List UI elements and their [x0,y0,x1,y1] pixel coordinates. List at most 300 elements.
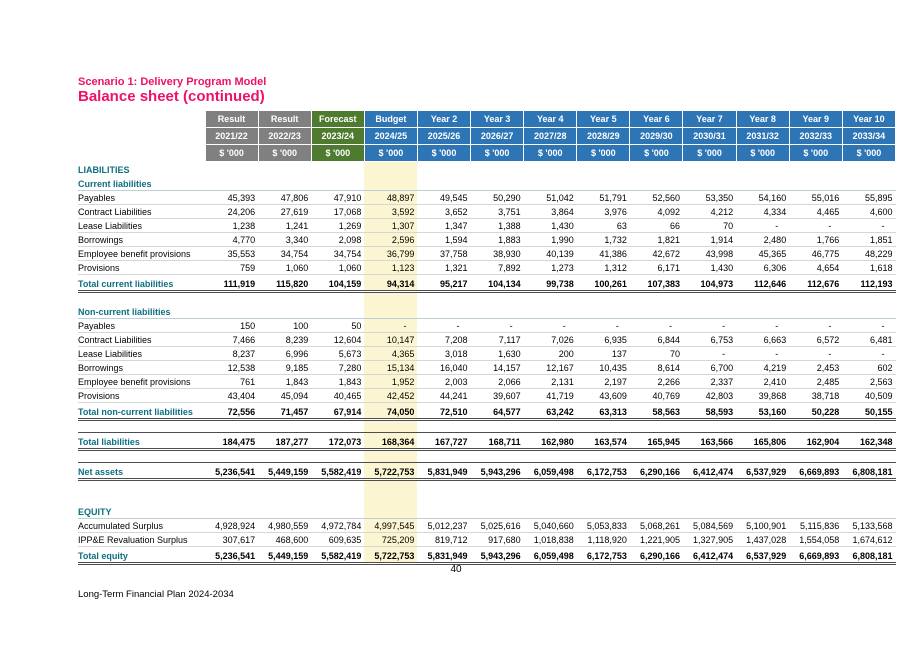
value-cell: 4,212 [683,205,736,219]
value-cell: 50 [311,319,364,333]
value-cell: - [736,219,789,233]
balance-sheet-table [78,110,896,565]
value-cell: 34,754 [311,247,364,261]
value-cell: 45,365 [736,247,789,261]
value-cell: 17,068 [311,205,364,219]
value-cell: 819,712 [417,533,470,547]
value-cell: 70 [630,347,683,361]
value-cell: 42,452 [364,389,417,403]
value-cell: 5,831,949 [417,547,470,564]
year-header: 2029/30 [630,128,683,145]
value-cell: 38,930 [471,247,524,261]
value-cell: 35,553 [205,247,258,261]
value-cell [577,162,630,177]
value-cell: 163,574 [577,433,630,450]
value-cell: 7,117 [471,333,524,347]
value-cell [842,292,895,305]
value-cell: 72,510 [417,403,470,420]
row-label: Lease Liabilities [78,347,205,361]
value-cell [311,420,364,433]
value-cell: 1,060 [258,261,311,275]
value-cell [683,420,736,433]
value-cell [789,304,842,319]
value-cell: 1,221,905 [630,533,683,547]
value-cell: 165,945 [630,433,683,450]
row-label: Total non-current liabilities [78,403,205,420]
header-row [78,111,896,128]
value-cell: 184,475 [205,433,258,450]
value-cell: 44,241 [417,389,470,403]
value-cell: 40,465 [311,389,364,403]
value-cell [364,292,417,305]
value-cell [789,292,842,305]
column-header: Year 8 [736,111,789,128]
value-cell: - [524,319,577,333]
value-cell [630,176,683,191]
value-cell: 107,383 [630,275,683,292]
value-cell: 2,563 [842,375,895,389]
value-cell: 6,669,893 [789,547,842,564]
value-cell: 55,895 [842,191,895,205]
value-cell [577,304,630,319]
value-cell: 1,821 [630,233,683,247]
value-cell: 5,084,569 [683,519,736,533]
value-cell [630,292,683,305]
unit-header: $ '000 [842,145,895,162]
table-row [78,389,896,403]
footer-text: Long-Term Financial Plan 2024-2034 [78,589,234,600]
value-cell [311,304,364,319]
value-cell: 1,630 [471,347,524,361]
value-cell: 43,404 [205,389,258,403]
value-cell: 1,843 [311,375,364,389]
value-cell [789,420,842,433]
value-cell: - [577,319,630,333]
value-cell: 9,185 [258,361,311,375]
value-cell: 4,334 [736,205,789,219]
value-cell: 27,619 [258,205,311,219]
value-cell [842,176,895,191]
row-label: Net assets [78,463,205,480]
page-number: 40 [450,564,462,575]
value-cell: 51,042 [524,191,577,205]
value-cell: 2,003 [417,375,470,389]
value-cell: 5,025,616 [471,519,524,533]
column-header: Year 6 [630,111,683,128]
value-cell [789,480,842,505]
header-spacer-cell [78,111,205,128]
value-cell: 45,393 [205,191,258,205]
value-cell [524,450,577,463]
value-cell: 1,430 [524,219,577,233]
value-cell: 2,453 [789,361,842,375]
value-cell [683,304,736,319]
value-cell [524,420,577,433]
year-header: 2026/27 [471,128,524,145]
value-cell: 63 [577,219,630,233]
value-cell: 4,092 [630,205,683,219]
value-cell [630,450,683,463]
value-cell: 5,943,296 [471,463,524,480]
unit-header: $ '000 [630,145,683,162]
value-cell: 63,313 [577,403,630,420]
table-row [78,375,896,389]
row-label: Total current liabilities [78,275,205,292]
value-cell: 1,843 [258,375,311,389]
year-header: 2033/34 [842,128,895,145]
value-cell: 4,219 [736,361,789,375]
value-cell [205,504,258,519]
value-cell: 6,808,181 [842,463,895,480]
value-cell: 1,952 [364,375,417,389]
value-cell [205,450,258,463]
value-cell: 6,808,181 [842,547,895,564]
value-cell [417,292,470,305]
value-cell: 168,364 [364,433,417,450]
value-cell: 67,914 [311,403,364,420]
value-cell [471,292,524,305]
value-cell [577,480,630,505]
row-label: Provisions [78,261,205,275]
table-row [78,463,896,480]
value-cell: 168,711 [471,433,524,450]
value-cell: 71,457 [258,403,311,420]
unit-header: $ '000 [789,145,842,162]
spacer-row [78,450,896,463]
value-cell: 111,919 [205,275,258,292]
value-cell: 1,554,058 [789,533,842,547]
value-cell: 1,990 [524,233,577,247]
value-cell: 6,172,753 [577,547,630,564]
value-cell [417,176,470,191]
value-cell: 1,123 [364,261,417,275]
table-row [78,162,896,177]
scenario-subtitle: Scenario 1: Delivery Program Model [78,76,267,88]
value-cell: 163,566 [683,433,736,450]
value-cell: 1,594 [417,233,470,247]
value-cell [417,450,470,463]
table-row [78,275,896,292]
value-cell: 53,350 [683,191,736,205]
value-cell: 104,134 [471,275,524,292]
value-cell [364,162,417,177]
value-cell: - [789,219,842,233]
value-cell: 112,676 [789,275,842,292]
value-cell: 6,663 [736,333,789,347]
value-cell: 10,147 [364,333,417,347]
table-row [78,233,896,247]
value-cell [736,292,789,305]
value-cell: 100,261 [577,275,630,292]
value-cell: 37,758 [417,247,470,261]
row-label [78,480,205,505]
column-header: Year 2 [417,111,470,128]
value-cell [258,420,311,433]
value-cell: - [842,319,895,333]
row-label: IPP&E Revaluation Surplus [78,533,205,547]
value-cell: 1,766 [789,233,842,247]
value-cell [258,304,311,319]
value-cell: 41,719 [524,389,577,403]
unit-header: $ '000 [258,145,311,162]
table-row [78,219,896,233]
value-cell [736,504,789,519]
value-cell: 137 [577,347,630,361]
value-cell: 2,131 [524,375,577,389]
row-label: Payables [78,191,205,205]
year-header: 2021/22 [205,128,258,145]
value-cell: 1,437,028 [736,533,789,547]
value-cell: 38,718 [789,389,842,403]
table-row [78,205,896,219]
value-cell: 6,669,893 [789,463,842,480]
spacer-row [78,480,896,505]
value-cell: - [683,319,736,333]
value-cell: 4,980,559 [258,519,311,533]
value-cell: 100 [258,319,311,333]
value-cell [577,420,630,433]
value-cell [736,304,789,319]
column-header: Year 5 [577,111,630,128]
value-cell: 917,680 [471,533,524,547]
value-cell [471,480,524,505]
value-cell: 1,732 [577,233,630,247]
value-cell: 63,242 [524,403,577,420]
value-cell: 47,910 [311,191,364,205]
value-cell: 3,592 [364,205,417,219]
value-cell [736,176,789,191]
value-cell: 4,928,924 [205,519,258,533]
table-row [78,319,896,333]
value-cell: 49,545 [417,191,470,205]
value-cell [205,304,258,319]
table-row [78,333,896,347]
value-cell: 5,831,949 [417,463,470,480]
value-cell: 58,593 [683,403,736,420]
year-header: 2023/24 [311,128,364,145]
value-cell: 1,883 [471,233,524,247]
value-cell: 2,480 [736,233,789,247]
value-cell: 5,236,541 [205,463,258,480]
row-label: Total equity [78,547,205,564]
unit-header: $ '000 [683,145,736,162]
value-cell: 41,386 [577,247,630,261]
value-cell [524,162,577,177]
value-cell: 6,572 [789,333,842,347]
value-cell: - [842,347,895,361]
value-cell: 200 [524,347,577,361]
value-cell: 7,026 [524,333,577,347]
value-cell: 24,206 [205,205,258,219]
value-cell: 3,018 [417,347,470,361]
value-cell: 1,851 [842,233,895,247]
value-cell: 94,314 [364,275,417,292]
value-cell: 5,582,419 [311,547,364,564]
value-cell [258,450,311,463]
value-cell: - [789,347,842,361]
value-cell: 45,094 [258,389,311,403]
table-row [78,504,896,519]
value-cell [577,292,630,305]
value-cell: 468,600 [258,533,311,547]
unit-header: $ '000 [364,145,417,162]
table-row [78,533,896,547]
value-cell: 12,167 [524,361,577,375]
value-cell: 58,563 [630,403,683,420]
value-cell [683,504,736,519]
row-label: Borrowings [78,233,205,247]
value-cell: 5,236,541 [205,547,258,564]
year-header: 2027/28 [524,128,577,145]
value-cell: 48,229 [842,247,895,261]
unit-header: $ '000 [205,145,258,162]
value-cell [364,504,417,519]
value-cell: 54,160 [736,191,789,205]
header-spacer-cell [78,145,205,162]
value-cell [524,504,577,519]
year-header: 2022/23 [258,128,311,145]
value-cell: - [736,347,789,361]
value-cell: 6,290,166 [630,547,683,564]
value-cell [471,162,524,177]
value-cell: - [417,319,470,333]
value-cell: 7,280 [311,361,364,375]
value-cell: 4,654 [789,261,842,275]
row-label [78,420,205,433]
value-cell [683,450,736,463]
value-cell [471,450,524,463]
value-cell: 3,652 [417,205,470,219]
column-header: Year 10 [842,111,895,128]
value-cell: 8,614 [630,361,683,375]
value-cell [258,162,311,177]
column-header: Year 4 [524,111,577,128]
value-cell: 2,197 [577,375,630,389]
value-cell: 3,751 [471,205,524,219]
value-cell: 5,100,901 [736,519,789,533]
value-cell: 1,347 [417,219,470,233]
value-cell: 72,556 [205,403,258,420]
year-header: 2031/32 [736,128,789,145]
value-cell: - [364,319,417,333]
value-cell: 6,290,166 [630,463,683,480]
table-row [78,433,896,450]
value-cell: 167,727 [417,433,470,450]
value-cell [524,480,577,505]
value-cell: 172,073 [311,433,364,450]
value-cell: 6,481 [842,333,895,347]
header-spacer-cell [78,128,205,145]
value-cell: 4,365 [364,347,417,361]
value-cell: 307,617 [205,533,258,547]
value-cell: 6,844 [630,333,683,347]
unit-header: $ '000 [736,145,789,162]
unit-header: $ '000 [417,145,470,162]
value-cell: 5,722,753 [364,547,417,564]
value-cell [842,450,895,463]
value-cell: 42,803 [683,389,736,403]
value-cell: 6,172,753 [577,463,630,480]
value-cell: - [789,319,842,333]
value-cell [736,450,789,463]
value-cell: 5,068,261 [630,519,683,533]
value-cell: 7,892 [471,261,524,275]
value-cell: 3,864 [524,205,577,219]
value-cell: - [683,347,736,361]
value-cell: 1,327,905 [683,533,736,547]
value-cell [311,504,364,519]
value-cell: 1,269 [311,219,364,233]
value-cell: - [630,319,683,333]
value-cell [683,176,736,191]
value-cell: 74,050 [364,403,417,420]
value-cell: 187,277 [258,433,311,450]
value-cell [630,480,683,505]
value-cell [842,420,895,433]
value-cell: 1,238 [205,219,258,233]
value-cell: 725,209 [364,533,417,547]
column-header: Result [258,111,311,128]
year-header: 2024/25 [364,128,417,145]
value-cell: 6,753 [683,333,736,347]
table-header [78,111,896,162]
value-cell: 7,208 [417,333,470,347]
value-cell: 2,266 [630,375,683,389]
value-cell [630,420,683,433]
value-cell [842,480,895,505]
value-cell: 34,754 [258,247,311,261]
value-cell [524,292,577,305]
value-cell: 8,239 [258,333,311,347]
row-label [78,450,205,463]
row-label: Employee benefit provisions [78,247,205,261]
value-cell: 6,935 [577,333,630,347]
value-cell [417,420,470,433]
value-cell: 2,337 [683,375,736,389]
value-cell: 36,799 [364,247,417,261]
value-cell: 39,607 [471,389,524,403]
value-cell [471,176,524,191]
value-cell: 6,171 [630,261,683,275]
value-cell: 5,040,660 [524,519,577,533]
value-cell: 609,635 [311,533,364,547]
table-row [78,261,896,275]
table-row [78,347,896,361]
value-cell: 50,290 [471,191,524,205]
value-cell [736,162,789,177]
value-cell: 1,321 [417,261,470,275]
value-cell: 2,066 [471,375,524,389]
value-cell [258,176,311,191]
value-cell [417,162,470,177]
value-cell: 112,193 [842,275,895,292]
value-cell: 3,976 [577,205,630,219]
table-row [78,361,896,375]
value-cell: 2,596 [364,233,417,247]
value-cell [205,480,258,505]
row-label: Payables [78,319,205,333]
column-header: Budget [364,111,417,128]
value-cell: 5,449,159 [258,547,311,564]
value-cell: 1,618 [842,261,895,275]
value-cell [630,304,683,319]
table-row [78,304,896,319]
value-cell [311,480,364,505]
value-cell: 70 [683,219,736,233]
column-header: Year 3 [471,111,524,128]
value-cell: 14,157 [471,361,524,375]
value-cell [842,162,895,177]
